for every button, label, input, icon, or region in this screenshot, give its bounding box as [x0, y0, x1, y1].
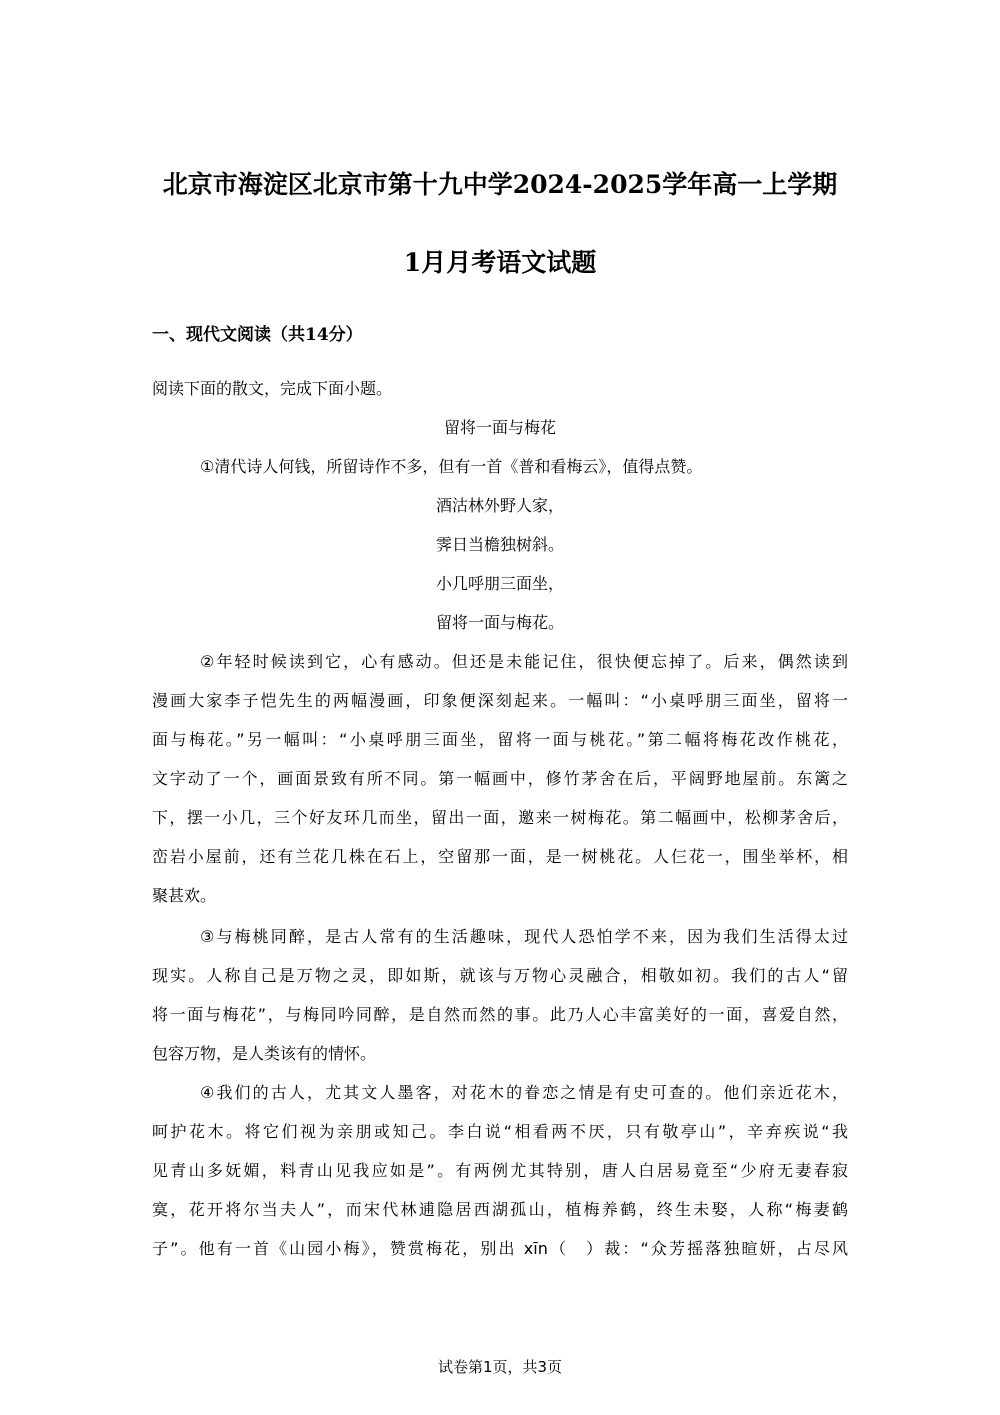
poem-line: 小几呼朋三面坐，: [435, 574, 564, 593]
poem-line: 霁日当檐独树斜。: [435, 535, 564, 554]
paragraph-line: 峦岩小屋前，还有兰花几株在石上，空留那一面，是一树桃花。人仨花一，围坐举杯，相: [152, 847, 848, 866]
paragraph-line: 寞，花开将尔当夫人”，而宋代林逋隐居西湖孤山，植梅养鹤，终生未娶，人称“梅妻鹤: [152, 1200, 848, 1219]
paragraph-line: 下，摆一小几，三个好友环几而坐，留出一面，邀来一树梅花。第二幅画中，松柳茅舍后，: [152, 808, 848, 827]
poem-line: 酒沽林外野人家，: [435, 496, 564, 515]
paragraph-line: ③与梅桃同醉，是古人常有的生活趣味，现代人恐怕学不来，因为我们生活得太过: [200, 927, 848, 946]
essay-title: 留将一面与梅花: [443, 418, 556, 437]
paragraph-line: 漫画大家李子恺先生的两幅漫画，印象便深刻起来。一幅叫：“小桌呼朋三面坐，留将一: [152, 691, 848, 710]
exam-title-line-1: 北京市海淀区北京市第十九中学2024-2025学年高一上学期: [162, 170, 838, 199]
paragraph-1: ①清代诗人何钱，所留诗作不多，但有一首《普和看梅云》，值得点赞。: [200, 457, 703, 476]
section-heading: 一、现代文阅读（共14分）: [152, 325, 363, 345]
exam-title-line-2: 1月月考语文试题: [403, 248, 597, 277]
paragraph-line: 面与梅花。”另一幅叫：“小桌呼朋三面坐，留将一面与桃花。”第二幅将梅花改作桃花，: [152, 730, 848, 749]
paragraph-line: 见青山多妩媚，料青山见我应如是”。有两例尤其特别，唐人白居易竟至“少府无妻春寂: [152, 1161, 848, 1180]
paragraph-line: 文字动了一个，画面景致有所不同。第一幅画中，修竹茅舍在后，平阔野地屋前。东篱之: [152, 769, 848, 788]
poem-line: 留将一面与梅花。: [435, 613, 564, 632]
paragraph-line: 包容万物，是人类该有的情怀。: [152, 1044, 377, 1063]
paragraph-line: 呵护花木。将它们视为亲朋或知己。李白说“相看两不厌，只有敬亭山”，辛弃疾说“我: [152, 1122, 848, 1141]
paragraph-line: 聚甚欢。: [152, 886, 217, 905]
paragraph-line: 将一面与梅花”，与梅同吟同醉，是自然而然的事。此乃人心丰富美好的一面，喜爱自然，: [152, 1005, 848, 1024]
paragraph-line: ④我们的古人，尤其文人墨客，对花木的眷恋之情是有史可查的。他们亲近花木，: [200, 1083, 848, 1102]
page-footer: 试卷第1页，共3页: [437, 1358, 563, 1376]
reading-instruction: 阅读下面的散文，完成下面小题。: [152, 379, 393, 398]
paragraph-line: 子”。他有一首《山园小梅》，赞赏梅花，别出 xīn（ ）裁：“众芳摇落独暄妍，占尽风: [152, 1239, 848, 1258]
paragraph-line: 现实。人称自己是万物之灵，即如斯，就该与万物心灵融合，相敬如初。我们的古人“留: [152, 966, 848, 985]
paragraph-line: ②年轻时候读到它，心有感动。但还是未能记住，很快便忘掉了。后来，偶然读到: [200, 652, 848, 671]
